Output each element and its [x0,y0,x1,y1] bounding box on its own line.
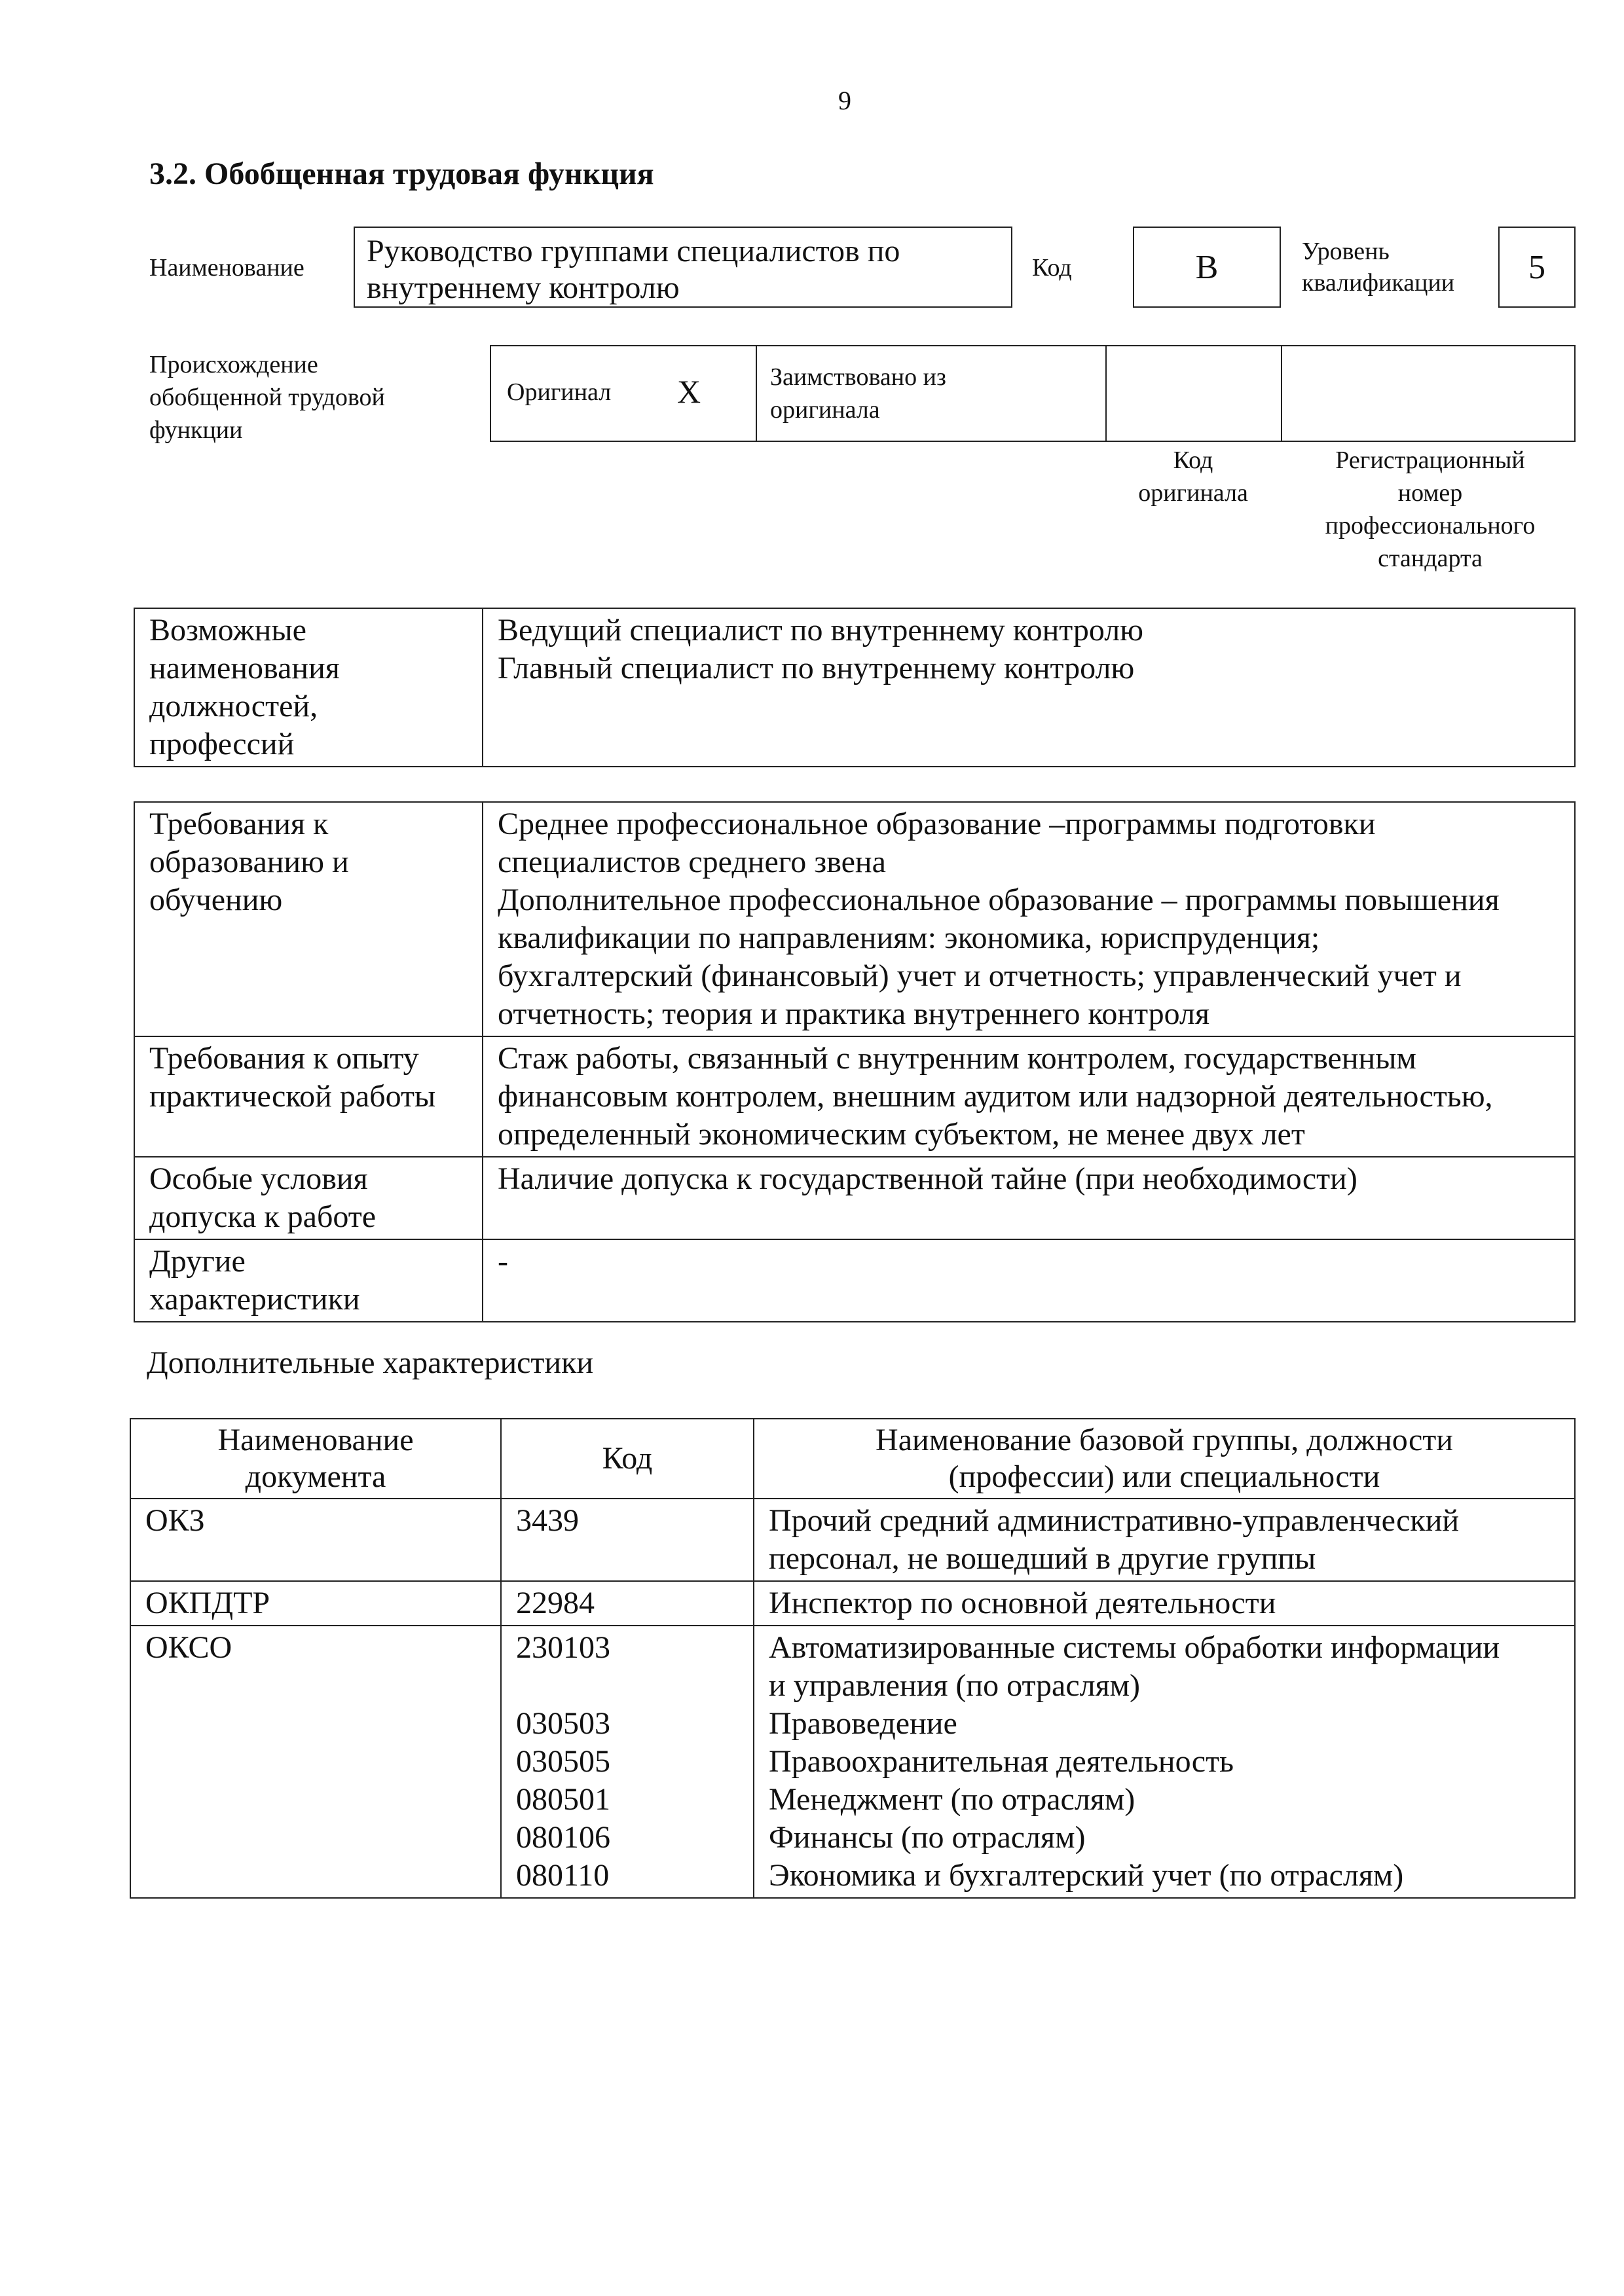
additional-table [130,1418,1576,1899]
group-name-line: и управления (по отраслям) [769,1668,1141,1703]
code-cell [501,1626,754,1898]
requirement-label-line: образованию и [149,845,349,879]
name-value-box [354,227,1012,308]
requirement-value-cell [483,1036,1575,1157]
code-line: 230103 [516,1630,610,1665]
requirement-value-line: квалификации по направлениям: экономика, юриспруденция; [498,920,1320,955]
requirement-value-cell [483,1157,1575,1239]
requirement-label-cell [134,1157,483,1239]
origin-table [490,345,1576,442]
code-line: 080106 [516,1820,610,1855]
group-name-cell [754,1581,1575,1626]
requirement-label-line: обучению [149,883,283,917]
requirement-label-line: Особые условия [149,1161,368,1196]
requirement-value-line: специалистов среднего звена [498,845,886,879]
doc-cell: ОКСО [130,1626,501,1898]
requirement-value-cell [483,1239,1575,1322]
code-line: 080110 [516,1858,610,1893]
requirement-label-line: Другие [149,1244,246,1279]
requirement-value-line: финансовым контролем, внешним аудитом или надзорной деятельностью, [498,1079,1493,1114]
requirement-row [134,802,1575,1036]
group-name-line: Правоведение [769,1706,957,1741]
requirement-value-line: Среднее профессиональное образование –программы подготовки [498,807,1376,841]
caption-reg-number: Регистрационный номер профессионального стандарта [1325,446,1536,572]
origin-borrowed-cell: Заимствовано из оригинала [757,346,1107,441]
header-code: Код [501,1419,754,1499]
positions-label-cell: Возможные наименования должностей, профессий [134,608,483,767]
code-cell [501,1581,754,1626]
code-label: Код [1032,254,1072,282]
requirement-value-line: Наличие допуска к государственной тайне (при необходимости) [498,1161,1357,1196]
group-name-line: Экономика и бухгалтерский учет (по отраслям) [769,1858,1404,1893]
level-value-box: 5 [1498,227,1576,308]
requirement-row [134,1157,1575,1239]
code-cell [501,1499,754,1581]
code-line: 080501 [516,1782,610,1817]
requirement-value-line: бухгалтерский (финансовый) учет и отчетность; управленческий учет и [498,958,1462,993]
requirement-label-cell [134,802,483,1036]
group-name-line: Автоматизированные системы обработки информации [769,1630,1500,1665]
requirement-label-line: допуска к работе [149,1199,377,1234]
origin-label: Происхождение обобщенной трудовой функции [149,351,385,444]
table-row [130,1626,1575,1898]
requirement-label-line: Требования к [149,807,329,841]
code-line [516,1667,739,1705]
requirement-row [134,1036,1575,1157]
requirement-label-cell [134,1239,483,1322]
section-title: 3.2. Обобщенная трудовая функция [149,156,654,191]
origin-original-cell [491,346,757,441]
level-label: Уровень квалификации [1302,238,1455,297]
requirement-label-cell [134,1036,483,1157]
requirement-value-line: отчетность; теория и практика внутреннего контроля [498,996,1210,1031]
requirement-value-cell [483,802,1575,1036]
original-label: Оригинал [507,378,612,406]
code-line: 030505 [516,1744,610,1779]
requirement-label-line: Требования к опыту [149,1041,419,1076]
requirement-row [134,1239,1575,1322]
table-row [130,1581,1575,1626]
requirements-table [134,801,1576,1322]
code-line: 3439 [516,1503,579,1538]
origin-reg-cell [1282,346,1574,441]
header-doc-name: Наименование документа [130,1419,501,1499]
requirement-label-line: практической работы [149,1079,436,1114]
origin-code-cell [1107,346,1282,441]
group-name-line: Менеджмент (по отраслям) [769,1782,1135,1817]
group-name-line: персонал, не вошедший в другие группы [769,1541,1316,1576]
name-value-line: Руководство группами специалистов по [367,234,900,268]
positions-value-cell: Ведущий специалист по внутреннему контролю Главный специалист по внутреннему контролю [483,608,1575,767]
group-name-line: Прочий средний административно-управленческий [769,1503,1460,1538]
group-name-line: Инспектор по основной деятельности [769,1586,1276,1620]
caption-code-original: Код оригинала [1138,446,1248,507]
code-line: 030503 [516,1706,610,1741]
header-group-name: Наименование базовой группы, должности (профессии) или специальности [754,1419,1575,1499]
code-value-box: В [1133,227,1281,308]
additional-title: Дополнительные характеристики [147,1345,594,1380]
doc-cell: ОКПДТР [130,1581,501,1626]
requirement-label-line: характеристики [149,1282,360,1317]
table-row [130,1499,1575,1581]
requirement-value-line: Дополнительное профессиональное образование – программы повышения [498,883,1500,917]
doc-cell: ОКЗ [130,1499,501,1581]
requirement-value-line: определенный экономическим субъектом, не менее двух лет [498,1117,1305,1152]
name-value-line: внутреннему контролю [367,270,680,305]
code-line: 22984 [516,1586,595,1620]
original-mark: X [677,373,701,410]
name-label: Наименование [149,254,304,282]
group-name-cell [754,1626,1575,1898]
requirement-value-line: Стаж работы, связанный с внутренним контролем, государственным [498,1041,1416,1076]
group-name-line: Правоохранительная деятельность [769,1744,1234,1779]
requirement-value-line: - [498,1244,508,1279]
page-number: 9 [838,86,851,115]
group-name-line: Финансы (по отраслям) [769,1820,1086,1855]
positions-table [134,608,1576,767]
group-name-cell [754,1499,1575,1581]
